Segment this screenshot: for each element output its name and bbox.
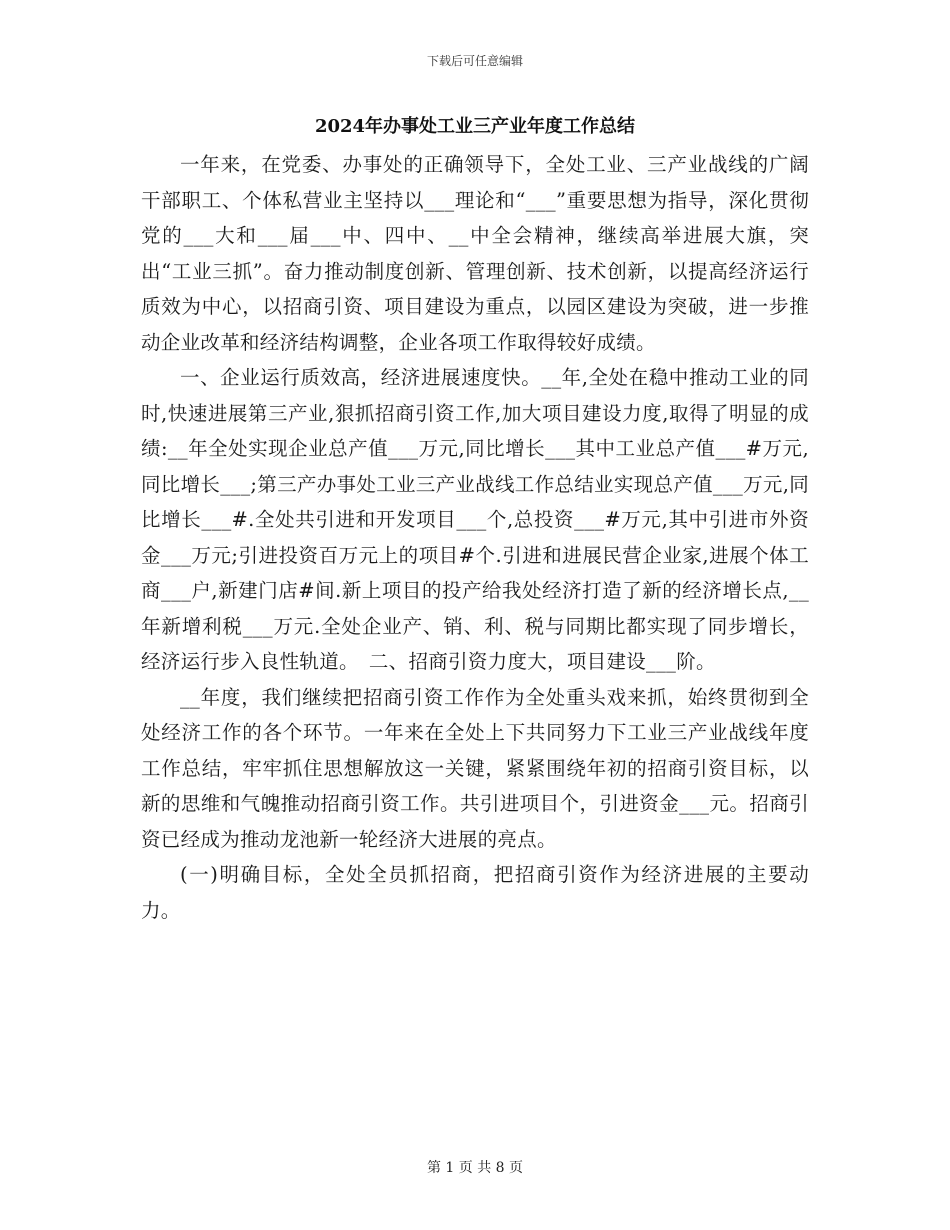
body-paragraph: __年度，我们继续把招商引资工作作为全处重头戏来抓，始终贯彻到全处经济工作的各个环节。一年来在全处上下共同努力下工业三产业战线年度工作总结，牢牢抓住思想解放这一关键，紧紧围绕年初的招商引资目标，以新的思维和气魄推动招商引资工作。共引进项目个，引进资金___元。招商引资已经成为推动龙池新一轮经济大进展的亮点。 [141,685,809,851]
page-header-note: 下载后可任意编辑 [426,54,523,68]
body-paragraph: (一)明确目标，全处全员抓招商，把招商引资作为经济进展的主要动力。 [141,863,809,922]
body-paragraph: 一年来，在党委、办事处的正确领导下，全处工业、三产业战线的广阔干部职工、个体私营业主坚持以___理论和“___”重要思想为指导，深化贯彻党的___大和___届___中、四中、__中全会精神，继续高举进展大旗，突出“工业三抓”。奋力推动制度创新、管理创新、技术创新，以提高经济运行质效为中心，以招商引资、项目建设为重点，以园区建设为突破，进一步推动企业改革和经济结构调整，企业各项工作取得较好成绩。 [141,153,809,354]
document-title: 2024年办事处工业三产业年度工作总结 [314,116,636,137]
body-paragraph: 一、企业运行质效高，经济进展速度快。__年,全处在稳中推动工业的同时,快速进展第三产业,狠抓招商引资工作,加大项目建设力度,取得了明显的成绩:__年全处实现企业总产值___万元,同比增长___其中工业总产值___#万元,同比增长___;第三产办事处工业三产业战线工作总结业实现总产值___万元,同比增长___#.全处共引进和开发项目___个,总投资___#万元,其中引进市外资金___万元;引进投资百万元上的项目#个.引进和进展民营企业家,进展个体工商___户,新建门店#间.新上项目的投产给我处经济打造了新的经济增长点,__年新增利税___万元.全处企业产、销、利、税与同期比都实现了同步增长，经济运行步入良性轨道。 二、招商引资力度大，项目建设___阶。 [141,366,809,673]
document-body [141,147,809,928]
page-number: 第 1 页 共 8 页 [426,1160,524,1176]
